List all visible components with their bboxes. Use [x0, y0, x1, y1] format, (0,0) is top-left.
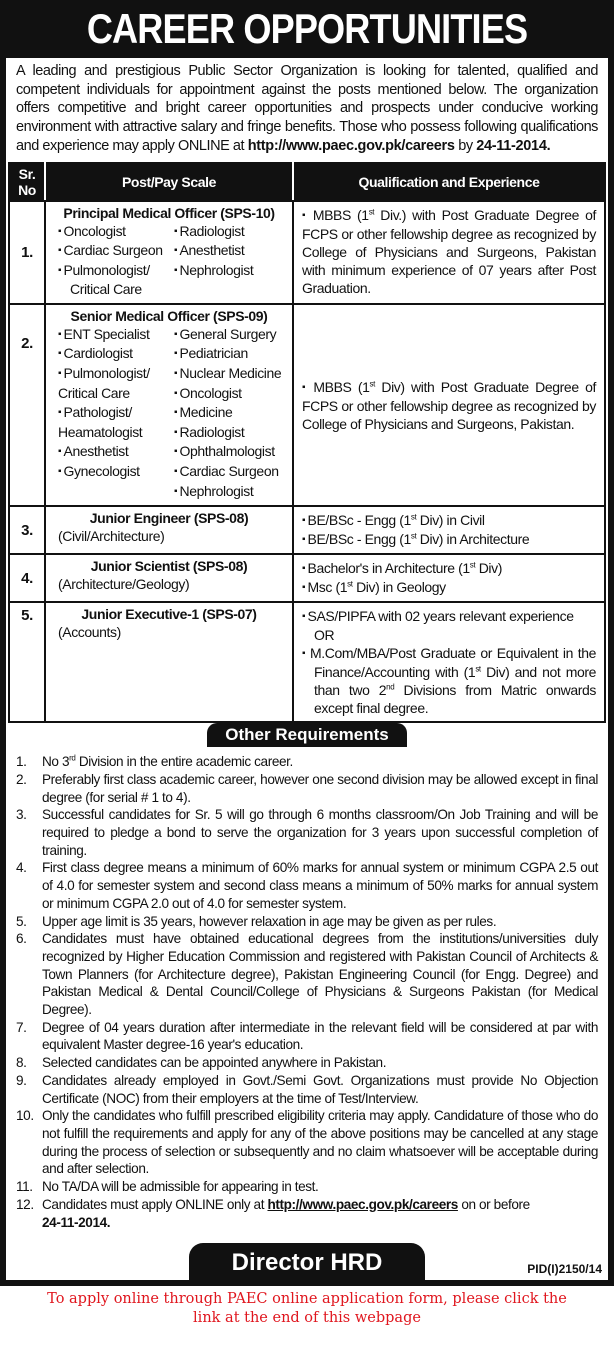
posts-table [8, 162, 606, 724]
requirement-number: 8. [16, 1055, 27, 1071]
specialty: ▪ Cardiac Surgeon [58, 241, 174, 261]
requirement-number: 1. [16, 754, 27, 770]
requirement-number: 2. [16, 771, 27, 787]
requirement-item [16, 753, 598, 771]
requirement-text: Candidates must have obtained educational degrees from the institutions/universities duly recognized by Higher Education Commission and registered with Pakistan Council of Architects & Town Planners (for Architecture degree), Pakistan Engineering Council (for Engg. Degree) and Pakistan Medical & Dental Council/College of Physicians & Surgeons Pakistan (for Medical Degree). [42, 931, 598, 1018]
qualification: ▪ Bachelor's in Architecture (1st Div) [302, 559, 596, 578]
requirement-item [16, 1054, 598, 1072]
table-row [9, 602, 605, 722]
row-sr: 5. [9, 602, 45, 722]
specialty: ▪ Radiologist [174, 222, 284, 242]
specialty: ▪ Anesthetist [58, 442, 174, 462]
specialty: ▪ Medicine [174, 403, 284, 423]
requirement-item [16, 1196, 598, 1231]
footer [8, 1243, 606, 1280]
header-qual: Qualification and Experience [293, 163, 605, 201]
careers-link[interactable]: http://www.paec.gov.pk/careers [247, 137, 455, 154]
qualification: ▪ MBBS (1st Div.) with Post Graduate Degree of FCPS or other fellowship degree as recognized by College of Physicians and Surgeons, Pakistan with minimum experience of 07 years after Post Graduation. [302, 206, 596, 297]
specialty: ▪ ENT Specialist [58, 325, 174, 345]
table-row [9, 554, 605, 602]
requirement-text: No 3rd Division in the entire academic career. [42, 753, 293, 770]
specialty: ▪ Nuclear Medicine [174, 364, 284, 384]
specialty: ▪ Oncologist [58, 222, 174, 242]
apply-note: To apply online through PAEC online application form, please click the link at the end of this webpage [47, 1291, 567, 1327]
specialty: ▪ Ophthalmologist [174, 442, 284, 462]
requirement-item [16, 771, 598, 806]
requirement-number: 6. [16, 931, 27, 947]
post-title: Principal Medical Officer (SPS-10) [63, 204, 275, 221]
requirement-number: 10. [16, 1108, 34, 1124]
qualification: ▪ M.Com/MBA/Post Graduate or Equivalent in the Finance/Accounting with (1st Div) and not more than two 2nd Divisions from Matric onwards except final degree. [302, 644, 596, 717]
other-requirements-heading: Other Requirements [207, 723, 407, 747]
post-title: Junior Scientist (SPS-08) [90, 558, 248, 575]
specialty: ▪ Cardiologist [58, 344, 174, 364]
requirement-item [16, 806, 598, 859]
careers-link[interactable]: http://www.paec.gov.pk/careers [267, 1196, 458, 1212]
requirement-number: 9. [16, 1072, 27, 1088]
post-subtitle: (Architecture/Geology) [58, 576, 190, 593]
post-title: Junior Executive-1 (SPS-07) [81, 606, 257, 623]
requirement-text: First class degree means a minimum of 60% marks for annual system or minimum CGPA 2.5 out of 4.0 for semester system and second class means a minimum of 50% marks for annual system or minimum CGPA 2.0 out of 4.0 for semester system. [42, 860, 598, 911]
intro-text: A leading and prestigious Public Sector Organization is looking for talented, qualified and competent individuals for appointment against the posts mentioned below. The organization offers competitive and bright career opportunities and prospects under conducive working environment with attractive salary and fringe benefits. Those who possess following qualifications and experience may apply ONLINE at [16, 63, 598, 154]
row-sr: 3. [9, 506, 45, 554]
requirement-text: Preferably first class academic career, however one second division may be allowed except in final degree (for serial # 1 to 4). [42, 771, 598, 805]
specialty: ▪ Nephrologist [174, 482, 284, 502]
qualification: ▪ MBBS (1st Div) with Post Graduate Degree of FCPS or other fellowship degree as recognized by College of Physicians and Surgeons, Pakistan. [302, 378, 596, 433]
row-sr: 4. [9, 554, 45, 602]
signatory: Director HRD [189, 1243, 425, 1280]
specialty: ▪ Oncologist [174, 384, 284, 404]
requirement-number: 12. [16, 1196, 34, 1212]
specialty: ▪ Anesthetist [174, 241, 284, 261]
specialty: ▪ Pathologist/ Heamatologist [58, 403, 174, 442]
requirement-item [16, 1019, 598, 1054]
or-label: OR [314, 627, 335, 644]
specialty: ▪ Pulmonologist/ Critical Care [58, 261, 174, 299]
post-subtitle: (Civil/Architecture) [58, 528, 165, 545]
intro-paragraph [16, 62, 598, 156]
specialty: ▪ Pediatrician [174, 344, 284, 364]
intro-by: by [454, 137, 477, 154]
specialty: ▪ Cardiac Surgeon [174, 462, 284, 482]
specialty: ▪ Radiologist [174, 423, 284, 443]
row-sr: 1. [9, 201, 45, 304]
requirement-text: Candidates already employed in Govt./Semi Govt. Organizations must provide No Objection Certificate (NOC) from their employers at the time of Test/Interview. [42, 1072, 598, 1106]
qualification: ▪ BE/BSc - Engg (1st Div) in Architecture [302, 530, 596, 549]
specialty: ▪ Pulmonologist/ Critical Care [58, 364, 174, 403]
table-header [9, 163, 605, 201]
ad-body [6, 58, 608, 1280]
pid-number: PID(I)2150/14 [527, 1262, 602, 1277]
requirement-text: Upper age limit is 35 years, however relaxation in age may be given as per rules. [42, 913, 497, 929]
requirement-number: 4. [16, 860, 27, 876]
requirement-text: Selected candidates can be appointed anywhere in Pakistan. [42, 1055, 387, 1071]
post-title: Senior Medical Officer (SPS-09) [70, 307, 268, 324]
post-title: Junior Engineer (SPS-08) [89, 510, 249, 527]
table-row [9, 506, 605, 554]
header-post: Post/Pay Scale [45, 163, 293, 201]
row-sr: 2. [9, 304, 45, 506]
requirement-item [16, 1178, 598, 1196]
requirements-list [16, 753, 598, 1231]
requirement-text: Degree of 04 years duration after intermediate in the relevant field will be considered at par with equivalent Master degree-16 year's education. [42, 1019, 598, 1053]
requirement-text: Only the candidates who fulfill prescribed eligibility criteria may apply. Candidature of those who do not fulfill the requirements and apply for any of the above positions may be cancelled at any stage during the process of selection or subsequently and no claim whatsoever will be acceptable during and after selection. [42, 1108, 598, 1177]
specialty-list [54, 222, 284, 299]
header-sr: Sr. No [9, 163, 45, 201]
specialty: ▪ Gynecologist [58, 462, 174, 482]
requirement-number: 3. [16, 807, 27, 823]
table-row [9, 201, 605, 304]
requirement-number: 5. [16, 913, 27, 929]
requirement-text: No TA/DA will be admissible for appearing in test. [42, 1179, 319, 1195]
requirement-item [16, 1107, 598, 1178]
requirement-item [16, 1072, 598, 1107]
requirement-number: 11. [16, 1179, 33, 1195]
specialty: ▪ Nephrologist [174, 261, 284, 299]
qualification: ▪ SAS/PIPFA with 02 years relevant experience [302, 607, 596, 626]
specialty: ▪ General Surgery [174, 325, 284, 345]
qualification: ▪ Msc (1st Div) in Geology [302, 578, 596, 597]
specialty-list [54, 325, 284, 501]
requirement-item [16, 859, 598, 912]
deadline-date: 24-11-2014. [476, 137, 551, 154]
qualification: ▪ BE/BSc - Engg (1st Div) in Civil [302, 511, 596, 530]
requirement-item [16, 930, 598, 1019]
page-title: CAREER OPPORTUNITIES [86, 5, 528, 52]
requirement-number: 7. [16, 1019, 27, 1035]
post-subtitle: (Accounts) [58, 624, 121, 641]
requirement-text: Successful candidates for Sr. 5 will go through 6 months classroom/On Job Training and will be required to pledge a bond to serve the organization for 3 years upon successful completion of training. [42, 807, 598, 858]
requirement-item [16, 913, 598, 931]
table-row [9, 304, 605, 506]
requirement-text: Candidates must apply ONLINE only at http://www.paec.gov.pk/careers on or before 24-11-2014. [42, 1196, 530, 1230]
